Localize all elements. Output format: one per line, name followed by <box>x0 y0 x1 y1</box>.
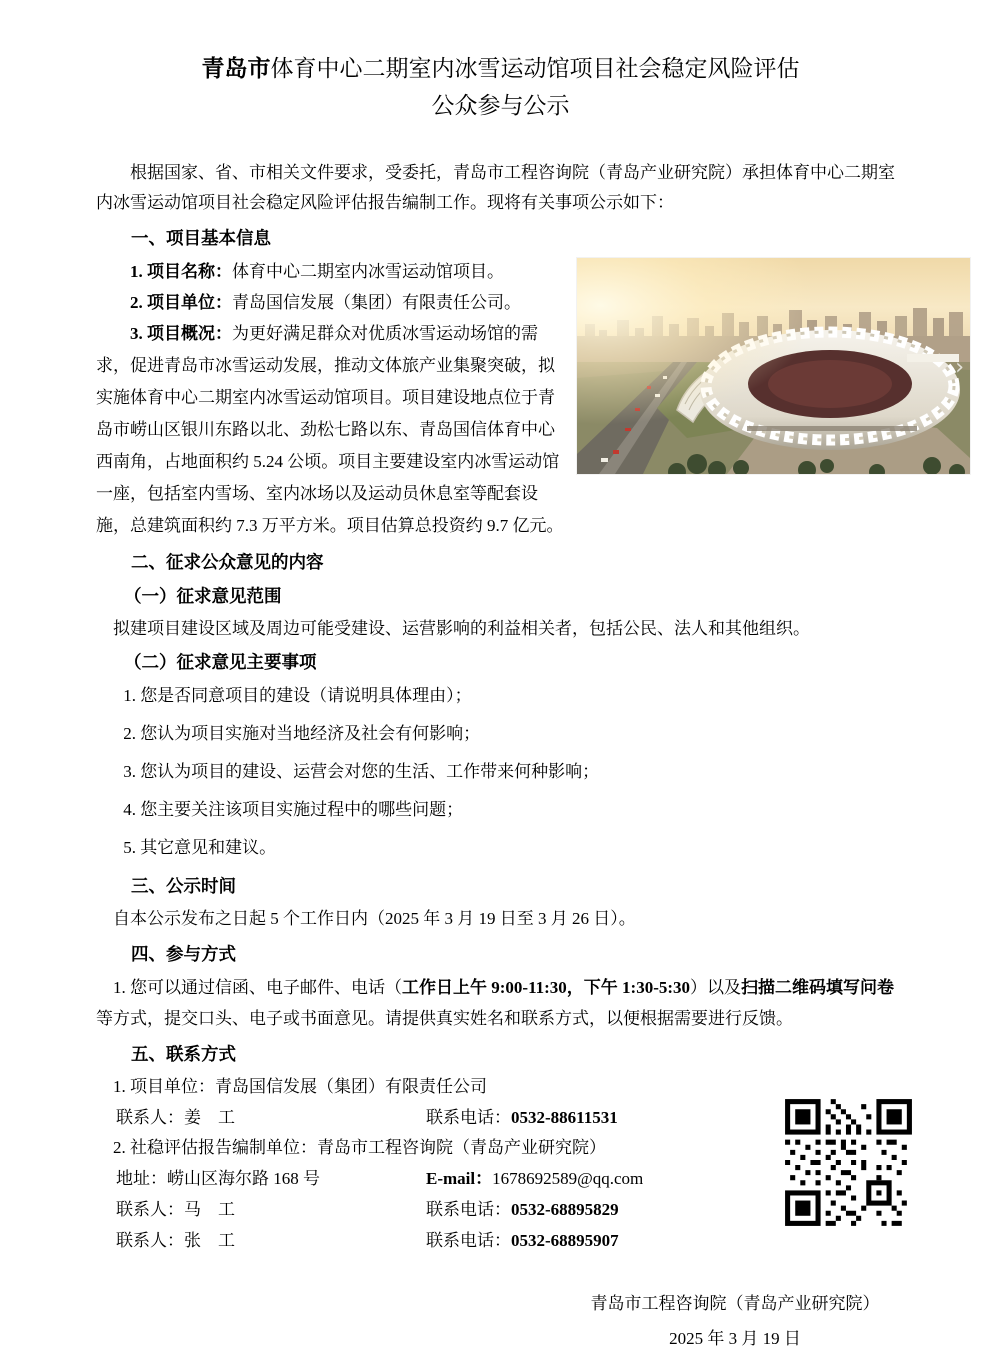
contact-email: E-mail：1678692589@qq.com <box>426 1169 644 1188</box>
heading-section-2-1: （一）征求意见范围 <box>124 586 282 606</box>
scope-paragraph: 拟建项目建设区域及周边可能受建设、运营影响的利益相关者，包括公民、法人和其他组织。 <box>113 619 810 638</box>
signature-date: 2025 年 3 月 19 日 <box>669 1329 801 1348</box>
heading-section-3: 三、公示时间 <box>131 876 236 896</box>
signature-block <box>96 1286 905 1356</box>
contact-address: 地址：崂山区海尔路 168 号 <box>116 1169 320 1188</box>
photo-next-arrow-icon: › <box>955 355 964 381</box>
heading-section-1: 一、项目基本信息 <box>131 228 271 248</box>
page-title <box>96 50 905 124</box>
stadium-rendering-image <box>577 258 970 474</box>
heading-section-2: 二、征求公众意见的内容 <box>131 552 324 572</box>
contact-consultant-line: 2. 社稳评估报告编制单位：青岛市工程咨询院（青岛产业研究院） <box>113 1138 606 1157</box>
contact-phone: 联系电话：0532-88611531 <box>426 1108 618 1127</box>
participation-paragraph: 1. 您可以通过信函、电子邮件、电话（工作日上午 9:00-11:30，下午 1:30-5:30）以及扫描二维码填写问卷等方式，提交口头、电子或书面意见。请提供真实姓名和联系方式，以便根据需要进行反馈。 <box>96 978 895 1028</box>
qr-code-image <box>780 1094 917 1231</box>
question-item-3: 3. 您认为项目的建设、运营会对您的生活、工作带来何种影响； <box>123 762 600 781</box>
title-line2: 公众参与公示 <box>431 93 570 118</box>
contact-block <box>96 1072 905 1256</box>
project-owner-item: 2. 项目单位：青岛国信发展（集团）有限责任公司。 <box>130 293 521 312</box>
question-item-1: 1. 您是否同意项目的建设（请说明具体理由）； <box>123 686 472 705</box>
section-1-body <box>96 256 964 542</box>
question-item-2: 2. 您认为项目实施对当地经济及社会有何影响； <box>123 724 481 743</box>
contact-person: 联系人：姜 工 <box>116 1108 235 1127</box>
intro-paragraph: 根据国家、省、市相关文件要求，受委托，青岛市工程咨询院（青岛产业研究院）承担体育中心二期室内冰雪运动馆项目社会稳定风险评估报告编制工作。现将有关事项公示如下： <box>96 163 895 212</box>
heading-section-2-2: （二）征求意见主要事项 <box>124 652 317 672</box>
signature-org: 青岛市工程咨询院（青岛产业研究院） <box>590 1294 880 1313</box>
contact-person: 联系人：张 工 <box>116 1231 235 1250</box>
heading-section-5: 五、联系方式 <box>131 1044 236 1064</box>
question-item-5: 5. 其它意见和建议。 <box>123 838 277 857</box>
title-line1: 青岛市体育中心二期室内冰雪运动馆项目社会稳定风险评估 <box>201 56 800 81</box>
heading-section-4: 四、参与方式 <box>131 944 236 964</box>
notice-period-paragraph: 自本公示发布之日起 5 个工作日内（2025 年 3 月 19 日至 3 月 26 日）。 <box>113 909 636 928</box>
project-overview-item: 3. 项目概况：为更好满足群众对优质冰雪运动场馆的需求，促进青岛市冰雪运动发展，推动文体旅产业集聚突破，拟实施体育中心二期室内冰雪运动馆项目。项目建设地点位于青岛市崂山区银川东路以北、劲松七路以东、青岛国信体育中心西南角，占地面积约 5.24 公顷。项目主要建设室内冰雪运动馆一座，包括室内雪场、室内冰场以及运动员休息室等配套设施，总建筑面积约 7.3 万平方米。项目估算总投资约 9.7 亿元。 <box>96 324 564 535</box>
contact-owner-line: 1. 项目单位：青岛国信发展（集团）有限责任公司 <box>113 1077 487 1096</box>
project-name-item: 1. 项目名称：体育中心二期室内冰雪运动馆项目。 <box>130 262 504 281</box>
contact-person: 联系人：马 工 <box>116 1200 235 1219</box>
question-item-4: 4. 您主要关注该项目实施过程中的哪些问题； <box>123 800 464 819</box>
qr-code-icon <box>780 1094 917 1231</box>
contact-phone: 联系电话：0532-68895829 <box>426 1200 619 1219</box>
contact-phone: 联系电话：0532-68895907 <box>426 1231 619 1250</box>
stadium-aerial-illustration <box>577 258 970 474</box>
